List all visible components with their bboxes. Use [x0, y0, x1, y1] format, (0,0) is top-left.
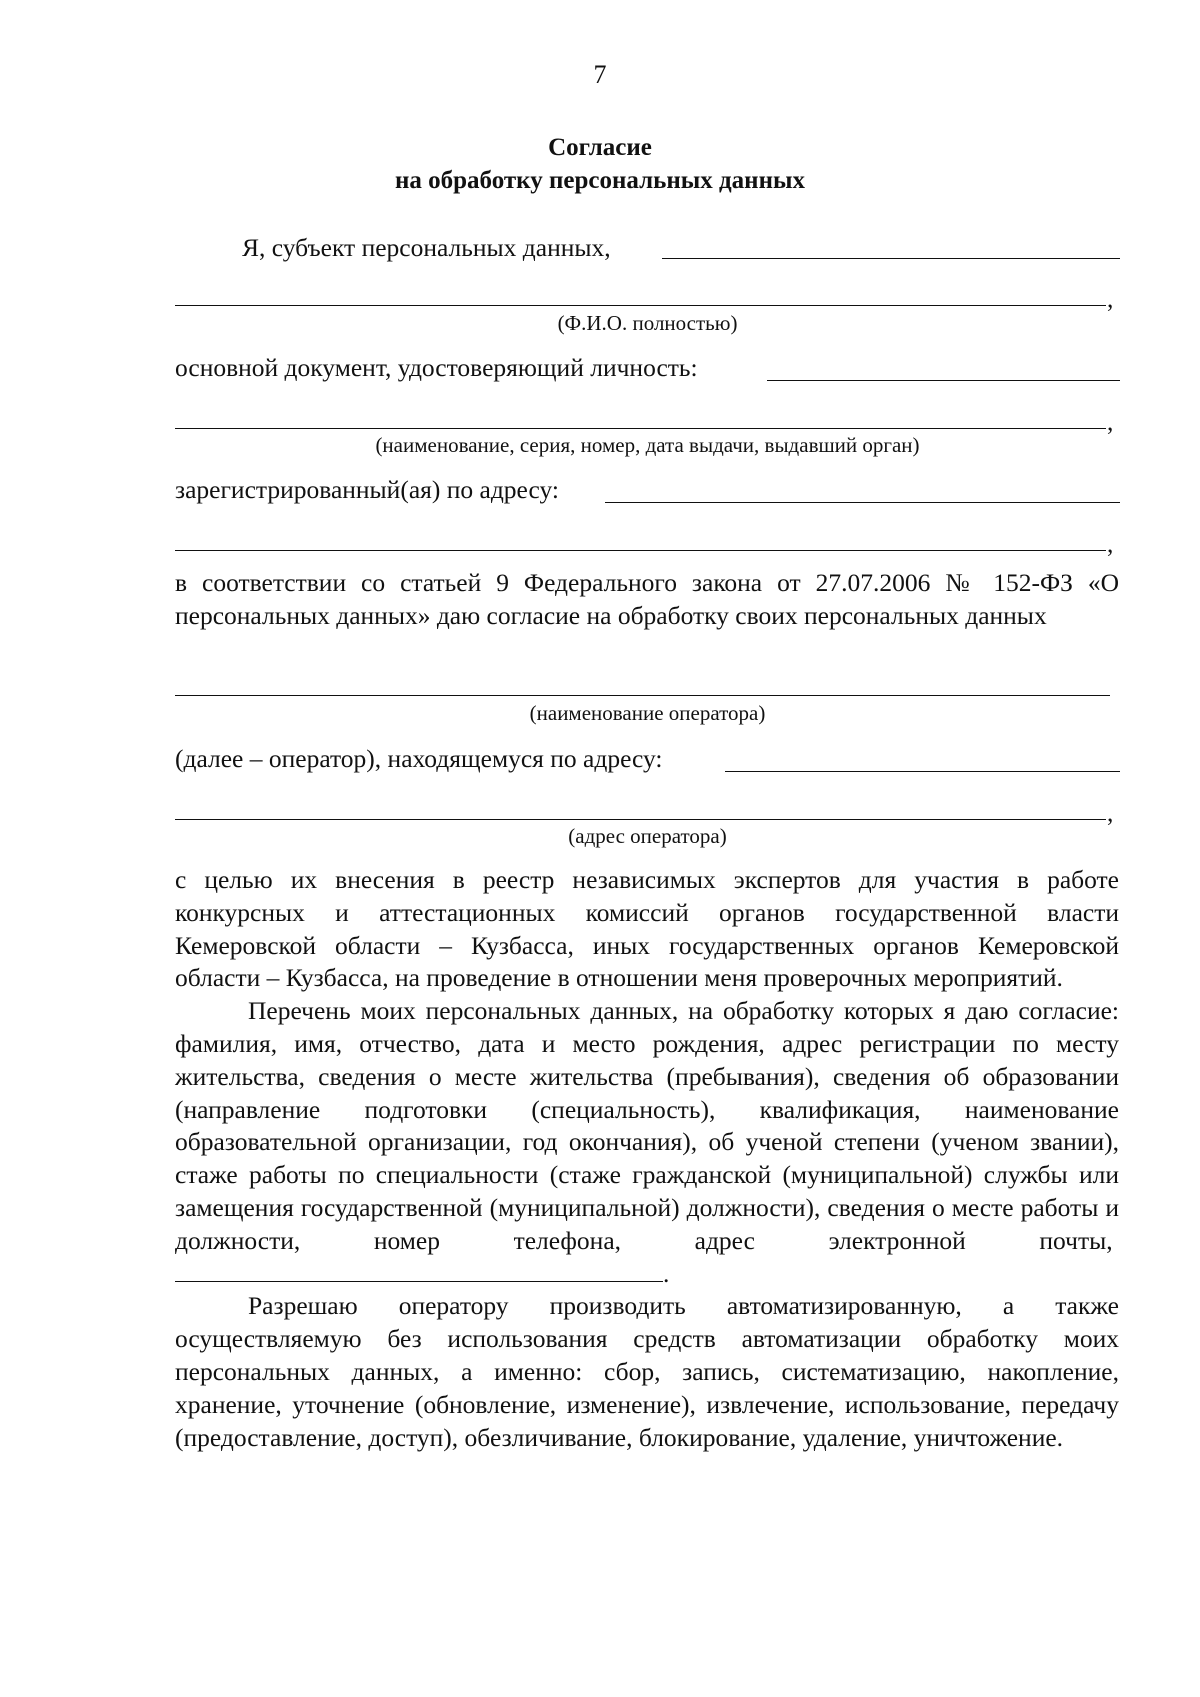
operator-address-blank-1[interactable]: [725, 771, 1120, 772]
data-list-text: Перечень моих персональных данных, на обработку которых я даю согласие: фамилия, имя, отчество, дата и место рождения, адрес регистрации по месту жительства, сведения о месте жительства (пребывания), сведения об образовании (направление подготовки (специальность), квалификация, наименование образовательной организации, год окончания), об ученой степени (ученом звании), стаже работы по специальности (стаже гражданской (муниципальной) службы или замещения государственной (муниципальной) должности), сведения о месте работы и должности, номер телефона, адрес электронной почты,: [175, 996, 1119, 1255]
document-blank-2[interactable]: [175, 428, 1106, 429]
consent-text: в соответствии со статьей 9 Федерального закона от 27.07.2006 № 152-ФЗ «О персональных данных» даю согласие на обработку своих персональных данных: [175, 568, 1119, 630]
address-label: зарегистрированный(ая) по адресу:: [175, 475, 559, 504]
address-blank-2[interactable]: [175, 550, 1106, 551]
fio-comma: ,: [1107, 284, 1114, 313]
document-title: Согласие: [548, 134, 652, 161]
consent-paragraph: [175, 567, 1119, 633]
address-comma: ,: [1107, 529, 1114, 558]
page-number: 7: [593, 60, 607, 89]
email-blank[interactable]: [175, 1259, 663, 1282]
operator-blank[interactable]: [175, 695, 1110, 696]
address-blank-1[interactable]: [605, 502, 1120, 503]
subject-label: Я, субъект персональных данных,: [242, 233, 611, 262]
fio-blank-2[interactable]: [175, 305, 1106, 306]
data-list-paragraph: [175, 995, 1119, 1290]
document-comma: ,: [1107, 407, 1114, 436]
operator-address-blank-2[interactable]: [175, 819, 1106, 820]
data-list-end: .: [663, 1258, 670, 1288]
permission-paragraph: Разрешаю оператору производить автоматизированную, а также осуществляемую без использования средств автоматизации обработку моих персональных данных, а именно: сбор, запись, систематизацию, накопление, хранение, уточнение (обновление, изменение), извлечение, использование, передачу (предоставление, доступ), обезличивание, блокирование, удаление, уничтожение.: [175, 1291, 1119, 1452]
operator-address-comma: ,: [1107, 798, 1114, 827]
operator-address-label: (далее – оператор), находящемуся по адресу:: [175, 744, 663, 773]
fio-blank-1[interactable]: [662, 258, 1120, 259]
purpose-paragraph: с целью их внесения в реестр независимых экспертов для участия в работе конкурсных и аттестационных комиссий органов государственной власти Кемеровской области – Кузбасса, иных государственных органов Кемеровской области – Кузбасса, на проведение в отношении меня проверочных мероприятий.: [175, 865, 1119, 993]
document-subtitle: на обработку персональных данных: [395, 167, 805, 194]
caption-operator: (наименование оператора): [529, 701, 766, 725]
caption-fio: (Ф.И.О. полностью): [557, 311, 738, 335]
document-blank-1[interactable]: [767, 380, 1120, 381]
body-text: [175, 864, 1119, 1454]
caption-operator-address: (адрес оператора): [568, 824, 727, 848]
caption-document: (наименование, серия, номер, дата выдачи, выдавший орган): [375, 433, 920, 457]
document-label: основной документ, удостоверяющий личность:: [175, 353, 698, 382]
